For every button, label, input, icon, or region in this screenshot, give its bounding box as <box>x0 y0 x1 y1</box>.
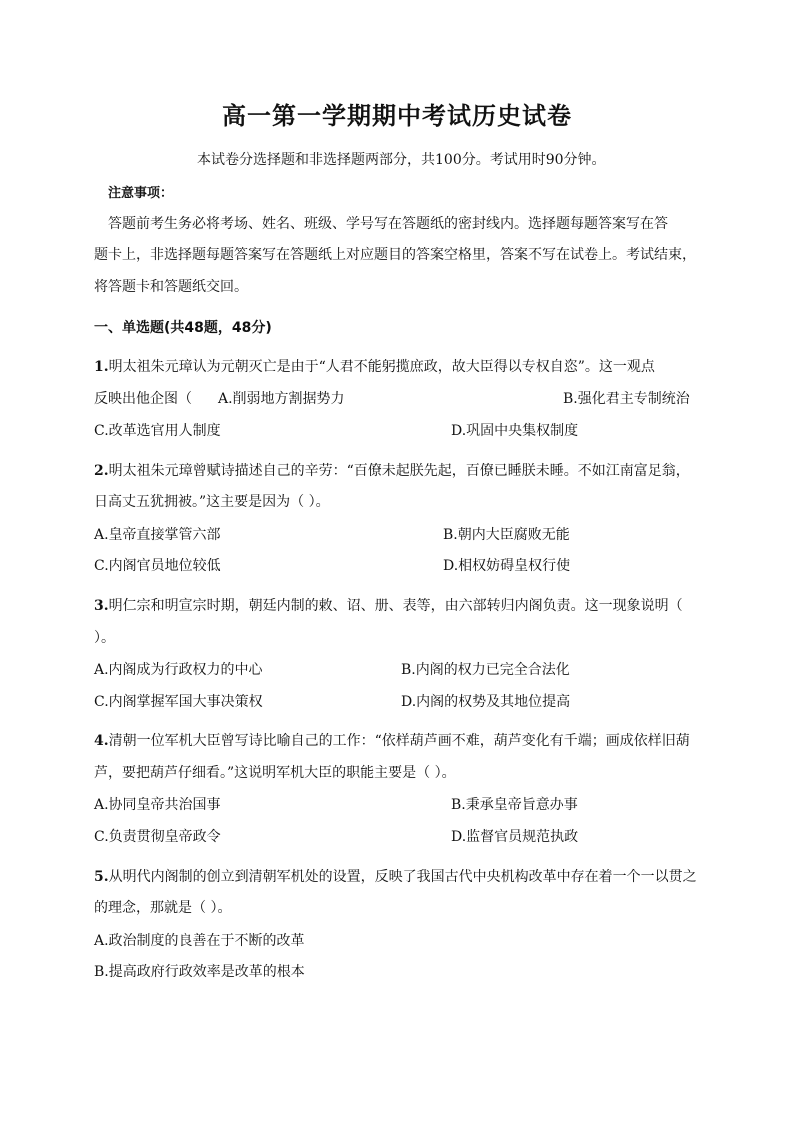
option-b[interactable]: B.提高政府行政效率是改革的根本 <box>94 964 305 980</box>
question-stem-text: 反映出他企图（ <box>94 391 192 407</box>
option-d[interactable]: D.相权妨碍皇权行使 <box>443 558 571 574</box>
question-stem-text: 从明代内阁制的创立到清朝军机处的设置，反映了我国古代中央机构改革中存在着一个一以贯之 <box>108 869 697 885</box>
question-stem-text: 明仁宗和明宣宗时期，朝廷内制的敕、诏、册、表等，由六部转归内阁负责。这一现象说明（ <box>108 598 683 614</box>
option-a[interactable]: A.政治制度的良善在于不断的改革 <box>94 933 305 949</box>
question-stem-text: 明太祖朱元璋认为元朝灭亡是由于“人君不能躬揽庶政，故大臣得以专权自恣”。这一观点 <box>108 359 655 375</box>
question-stem-text: 明太祖朱元璋曾赋诗描述自己的辛劳：“百僚未起朕先起，百僚已睡朕未睡。不如江南富足翁， <box>108 463 690 479</box>
question-stem-text: 清朝一位军机大臣曾写诗比喻自己的工作：“依样葫芦画不难，葫芦变化有千端；画成依样旧葫 <box>108 733 690 749</box>
exam-title: 高一第一学期期中考试历史试卷 <box>222 102 572 130</box>
option-b[interactable]: B.内阁的权力已完全合法化 <box>401 662 570 678</box>
option-b[interactable]: B.强化君主专制统治 <box>563 391 690 407</box>
question-number: 1. <box>94 359 109 375</box>
option-d[interactable]: D.巩固中央集权制度 <box>451 423 579 439</box>
question-stem <box>94 356 655 376</box>
notice-heading: 注意事项： <box>108 186 174 201</box>
option-c[interactable]: C.改革选官用人制度 <box>94 423 221 439</box>
question-stem-text: ）。 <box>94 630 115 646</box>
option-d[interactable]: D.内阁的权势及其地位提高 <box>401 694 571 710</box>
question-stem-text: 日高丈五犹拥被。”这主要是因为（ ）。 <box>94 494 330 510</box>
option-b[interactable]: B.朝内大臣腐败无能 <box>443 527 570 543</box>
question-number: 4. <box>94 733 109 749</box>
question-stem-text: 芦，要把葫芦仔细看。”这说明军机大臣的职能主要是（ ）。 <box>94 765 456 781</box>
notice-line: 将答题卡和答题纸交回。 <box>94 279 248 295</box>
question-stem <box>94 460 690 480</box>
option-a[interactable]: A.内阁成为行政权力的中心 <box>94 662 263 678</box>
question-number: 3. <box>94 598 109 614</box>
exam-subtitle: 本试卷分选择题和非选择题两部分，共100分。考试用时90分钟。 <box>197 152 606 168</box>
option-a[interactable]: A.协同皇帝共治国事 <box>94 797 221 813</box>
question-stem <box>94 730 690 750</box>
option-c[interactable]: C.内阁官员地位较低 <box>94 558 221 574</box>
question-number: 2. <box>94 463 109 479</box>
option-a[interactable]: A.皇帝直接掌管六部 <box>94 527 221 543</box>
question-stem-text: 的理念，那就是（ ）。 <box>94 900 232 916</box>
option-c[interactable]: C.负责贯彻皇帝政令 <box>94 829 221 845</box>
option-d[interactable]: D.监督官员规范执政 <box>451 829 579 845</box>
notice-line: 题卡上，非选择题每题答案写在答题纸上对应题目的答案空格里，答案不写在试卷上。考试结束， <box>94 247 696 263</box>
option-b[interactable]: B.秉承皇帝旨意办事 <box>451 797 578 813</box>
section-heading: 一、单选题(共48题，48分) <box>94 320 272 336</box>
question-number: 5. <box>94 869 109 885</box>
option-a[interactable]: A.削弱地方割据势力 <box>218 391 345 407</box>
notice-line: 答题前考生务必将考场、姓名、班级、学号写在答题纸的密封线内。选择题每题答案写在答 <box>108 216 668 232</box>
question-stem <box>94 595 683 615</box>
option-c[interactable]: C.内阁掌握军国大事决策权 <box>94 694 263 710</box>
question-stem <box>94 866 697 886</box>
